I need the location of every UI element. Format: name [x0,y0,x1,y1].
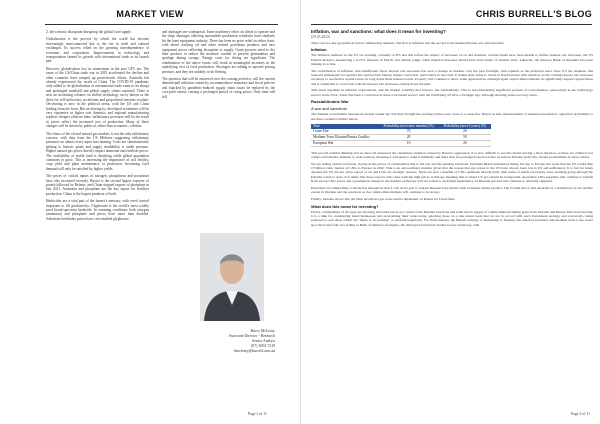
table-cell: 50 [439,134,491,140]
paragraph: Globalisation is the process by which the world has become increasingly interconnected due to the rise in trade and cultural exchanges. Its success relied on the growing interdependence of economic and corporation. Improvements in technology and transportation fanned its growth with international trade as its launch pad. [46,37,149,64]
left-column-1 [46,30,149,415]
market-view-header: MARKET VIEW [116,9,184,19]
page-number: Page 3 of 11 [571,412,590,416]
table-header-cell: Probability (next 6 years) (%) [439,124,491,129]
author-name: Bruce McLeary [250,329,275,333]
table-cell: 10 [378,140,438,146]
table-row [311,140,491,146]
paragraph: The prices of critical inputs of nitrogen, phosphorus and potassium have also increased severely. Russia is the second largest exporter of potash followed by Belarus, and China stopped exports of phosphate in late 2021. Ammonia and phosphate are the key inputs for fertiliser production. China is the largest producer of both. [46,174,149,196]
page-number: Page 2 of 11 [248,412,267,416]
header-rule [45,24,278,25]
table-cell: 70 [378,129,438,135]
intro-paragraph: There are two key geopolitical factors influencing markets. The first is inflation and the second is the Russia/Ukraine war and sanctions. [311,40,505,45]
author-title: Senior Analyst [251,339,275,343]
paragraph: Finally, Ukraine shows that the West should not get woke and be dependent on Russia for fossil fuels. [311,196,456,201]
paragraph: and shortages are widespread. Farm machinery relies on diesel to operate and the ships shortages affecting automobile production schedules have similarly hit the farm equipment industry. There has been no price relief on either front, with diesel tracking oil and other refined petroleum products and new equipment prices reflecting disruption to supply. Grain growers need to dry their produce to reduce the moisture content to prevent germination and spoilage during storage. Energy costs for drying are significant. The combination of the above issues will result in meaningful increases in the underlying cost of food production. Shortages are adding to upward pricing pressure, and they are unlikely to be fleeting. [162,30,275,74]
table-header-cell: Note [311,124,378,129]
author-photo [200,233,264,321]
left-column-2 [162,30,275,230]
paragraph: Herbicides are a vital part of the farmer's armoury, with weed control important to lift productivity. Glyphosate is the world's most widely used broad-spectrum herbicide. In warming conditions both nitrogen (ammonia) and phosphate and prices have more than doubled. Substitute herbicides prices have cost-enabled glyphosate [46,199,149,221]
table-header-cell: Probability (next nine months) (%) [378,124,438,129]
section-heading-war: Russia/Ukraine War [311,99,349,105]
table-cell: 20 [439,129,491,135]
paragraph: However, globalisation lost its momentum in the post GFC era. The onset of the US/China trade war in 2019 accelerated the decline and other countries have ramped up protectionist efforts. Australia has already experienced the wrath of China. The COVID-19 pandemic only added to de-globalisation as international trade came to an abrupt and prolonged standstill and global supply chains ruptured. There is now an increasing reliance on skilled technology savvy labour as the drive for self-sufficiency accelerates and geopolitical tensions escalate. On-shoring is now in the political arena, with the US and China leading from the front. But on-shoring by developed economies will be very expensive as higher cost domestic and regional manufacturing replaces cheaper offshore hubs. Inflationary pressures will be the result as prices reflect the increased cost of production. Many of these changes will be driven by political, rather than economic, calculus. [46,66,149,129]
right-page [300,0,600,424]
author-role: Associate Director - Research [228,334,275,338]
paragraph: The inflation numbers in the US are startling, currently at 8% and this before the impact of increases of oil and fertiliser. Central banks have been unable to further interest rate increases, the US Federal Reserve announcing a 0.25% increase in March and talking tough, when material increases should have been made 12 months prior. Likewise, the Reserve Bank of Australia has been missing in action. [311,53,593,66]
table-cell: European War [311,140,378,146]
author-email[interactable]: bmcleary@burrell.com.au [234,349,275,353]
paragraph: Elsewhere in commodities, Canada has announced that it will do its part to replace Russian base metals with Canadian mined product. The bottom line is that Australia is a beneficiary of the terrible events in Ukraine and the sanctions as the commodities markets will continue to be strong. [311,185,593,195]
scenario-probability-table [311,124,491,147]
author-phone: (07) 3004 7219 [251,344,275,348]
section-heading-investing: What does this mean for investing? [311,203,379,209]
table-cell: Medium-Term Ukraine/Russia Conflict [311,134,378,140]
paragraph: This latest squabble in inflation expectations, and the market volatility that follows, has substantially. This is notwithstanding significant pockets of overvaluation, particularly in the technology sectors in the USA. There has been a correction in these overvalued sectors with the NASDAQ off 20% a fortnight ago, although showing some recovery since. [311,88,593,97]
paragraph: This proved wishful thinking and we have all witnessed the calamitous situation caused by Russia's aggression. It is now difficult to see this matter having a short duration, as there are criminal war crimes and Ukraine unlikely to cede territory, meaning it will need to stake it militarily and there may be prolonged trench warfare in eastern Ukraine (refer my current probabilities in above table). [311,150,593,160]
header-rule [311,24,592,25]
blog-date: (29.03.2022) [311,34,331,39]
blog-header: CHRIS BURRELL'S BLOG [475,9,592,19]
paragraph: The chaos of the oil and natural gas markets is not the only inflationary concern, with data from the US Midwest suggesting inflationary pressures on almost every input into farming. Costs are simultaneously spiking to historic peaks and supply availability is under pressure. Higher natural gas prices directly impact ammonia and fertiliser prices. The availability of arable land is shrinking while global population continues to grow. This is increasing the importance of soil fertility, crop yield and plant maintenance or protection. Increasing food demand will only be satisfied by higher yields. [46,131,149,171]
table-cell: Cease-Fire [311,129,378,135]
paragraph: We are seeing various reactions, mostly in the prices of commodities due to the war and the ensuing sanctions. President Biden announced during his trip to Europe last week that the US would ship 15 billion cubic metres of LNG to Europe in 2022. This is an extraordinary number given that the reason that gas prices in the US have always been low is US self-sufficiency. It is fair for many decades the US did not allow export of oil and LNG for strategic reasons. There are now a handful of LNG terminals already built, with some of which previously were awaiting going through the Panama Canal to Asia. It is likely that these exports will cause with the high prices in Europe meaning that is where US gas should be transported. Australian LNG suppliers will continue to benefit from strong LNG prices and a permanent change in the markets as Europe will not return to such high dependency on Russian gas and will continue to diversify suppliers. [311,161,593,184]
author-block [162,329,275,354]
paragraph: 2. the scenario disruption disrupting the global food supply. [46,30,132,34]
table-cell: 20 [439,140,491,146]
subheading-war-sanctions: A war and sanctions [311,106,347,112]
blog-content [311,29,593,414]
table-cell: 20 [378,134,438,140]
section-heading-inflation: Inflation [311,47,327,53]
paragraph: The question that will be answered over the coming period is, will the current demand-pull inflation caused by accommodative monetary and fiscal policies and hijacked by pandemic-induced supply chain issues be replaced by the cost-push variety causing a prolonged period of rising prices. Only time will tell. [162,77,275,99]
paragraph: The combination of inflation with insufficient fiscal interest rate increases has seen a change in markets over the past fortnight, with equities as the preferred asset class. For the moment, this renewed enthusiasm for equities has replaced the fantasy market correction, particularly in the USA. It makes little sense to invest in fixed interest with duration, as the coming interest rate increases are likely to see further capital losses on long dated fixed interest bonds. Property will continue to show some appreciation, although again capital improvements do significantly support appreciation and is vulnerable to correction with the interest rate increases coming down the pike. [311,68,593,86]
blog-title: Inflation, war and sanctions: what does it mean for investing? [311,29,446,34]
paragraph: Firstly, commodities of all types are showing increased prices as a result of the Russian sanctions and reduction in supply of commodities including grain from Ukraine and Russia. But more broadly, it is a time for considering listed businesses and ascertaining their value today, selecting those on a risk return basis that we are in accord with one's investment strategy and conversely, being prepared to exit those which are "likely to do nothing" or perform negatively. For fixed interest, the Burrell strategy of measuring vs floating rate selected securities and medium term to the sweet spot has borne fruit. According to Bank of America strategists, the third great bond bear market is now underway, with [311,209,593,227]
paragraph: The Turkish Government announced several weeks ago that they thought the warring parties were close to a cease-fire. Based on this announcement, it seemed reasonable to apportion probability to the three scenarios further below: [311,112,593,121]
